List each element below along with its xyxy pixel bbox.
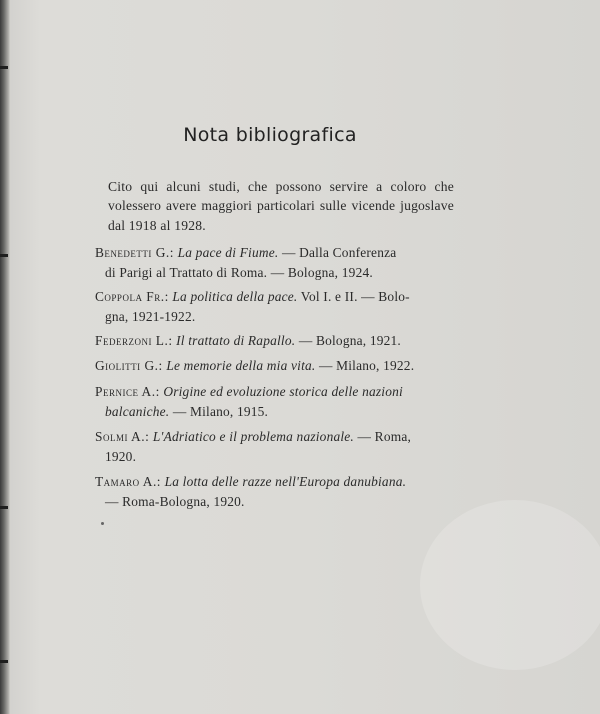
- entry-title: La pace di Fiume.: [177, 245, 279, 260]
- entry-title: Il trattato di Rapallo.: [176, 333, 296, 348]
- entry-author: Giolitti G.:: [95, 358, 163, 373]
- bibliography-entry: [95, 331, 458, 351]
- entry-author: Pernice A.:: [95, 384, 160, 399]
- bibliography-entry: [95, 472, 458, 511]
- entry-details: — Milano, 1922.: [319, 358, 415, 373]
- entry-title: La politica della pace.: [172, 289, 298, 304]
- entry-author: Federzoni L.:: [95, 333, 173, 348]
- binding-mark: [0, 506, 8, 509]
- bibliography-entry: [95, 243, 458, 282]
- ink-dot: [101, 522, 104, 525]
- entry-details: — Roma,: [357, 429, 412, 444]
- entry-details-continued: 1920.: [105, 448, 137, 464]
- entry-details: — Dalla Conferenza: [281, 245, 397, 260]
- entry-title-continued: balcaniche.: [105, 403, 170, 419]
- binding-mark: [0, 66, 8, 69]
- bibliography-entry: [95, 287, 458, 326]
- entry-author: Solmi A.:: [95, 429, 150, 444]
- entry-details: Vol I. e II. — Bolo-: [300, 289, 410, 304]
- entry-author: Tamaro A.:: [95, 474, 162, 489]
- bibliography-entry: [95, 382, 458, 421]
- paper-stain: [420, 500, 600, 670]
- intro-paragraph: Cito qui alcuni studi, che possono servire a coloro che volessero avere maggiori particolari sulle vicende jugoslave dal 1918 al 1928.: [108, 179, 454, 233]
- entry-author: Benedetti G.:: [95, 245, 175, 260]
- entry-details-continued: gna, 1921-1922.: [105, 308, 196, 324]
- entry-details-continued: [95, 402, 458, 422]
- entry-title: L'Adriatico e il problema nazionale.: [152, 429, 354, 444]
- binding-mark: [0, 660, 8, 663]
- entry-details-continued: — Roma-Bologna, 1920.: [105, 493, 245, 509]
- binding-mark: [0, 254, 8, 257]
- bibliography-entry: [95, 356, 458, 376]
- entry-title: Le memorie della mia vita.: [166, 358, 316, 373]
- bibliography-entry: [95, 427, 458, 466]
- entry-details: — Milano, 1915.: [172, 403, 269, 419]
- binding-edge: [0, 0, 10, 714]
- entry-details: — Bologna, 1921.: [298, 333, 401, 348]
- page-title: Nota bibliografica: [183, 124, 357, 146]
- entry-author: Coppola Fr.:: [95, 289, 169, 304]
- entry-title: Origine ed evoluzione storica delle nazioni: [163, 384, 403, 399]
- entry-title: La lotta delle razze nell'Europa danubiana.: [164, 474, 407, 489]
- entry-details-continued: di Parigi al Trattato di Roma. — Bologna, 1924.: [105, 264, 373, 280]
